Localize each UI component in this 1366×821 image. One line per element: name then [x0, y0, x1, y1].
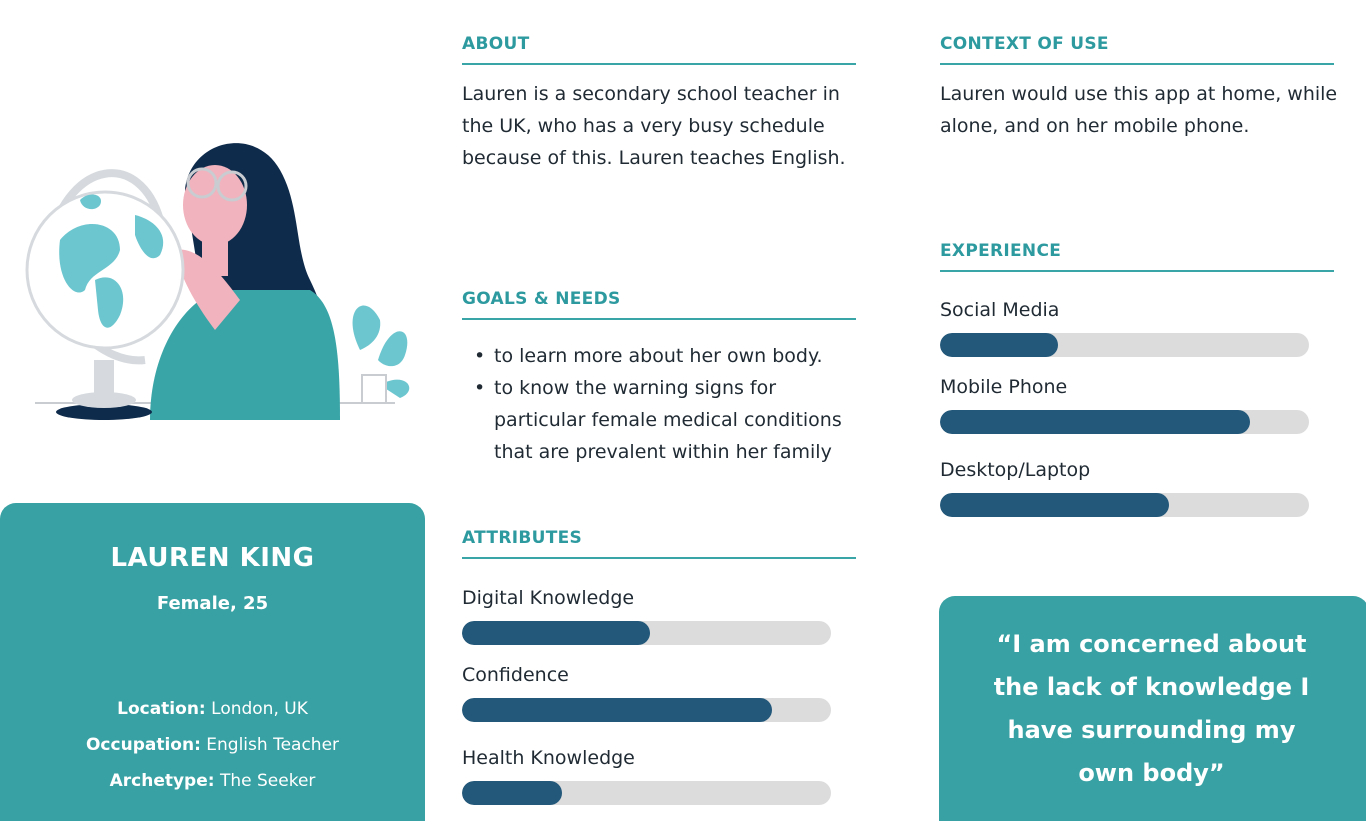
profile-card	[0, 503, 425, 821]
attribute-meter-health-knowledge	[462, 781, 831, 805]
meter-fill	[462, 698, 772, 722]
location-label: Location:	[117, 699, 206, 719]
attributes-title: ATTRIBUTES	[462, 528, 856, 559]
occupation-value: English Teacher	[206, 735, 340, 755]
woman-with-globe-illustration	[10, 120, 420, 430]
experience-label-social-media: Social Media	[940, 299, 1060, 321]
archetype-label: Archetype:	[109, 771, 215, 791]
experience-title: EXPERIENCE	[940, 241, 1334, 272]
goals-title: GOALS & NEEDS	[462, 289, 856, 320]
about-text: Lauren is a secondary school teacher in the UK, who has a very busy schedule because of this. Lauren teaches English.	[462, 83, 846, 169]
profile-subtitle: Female, 25	[156, 593, 269, 614]
archetype-value: The Seeker	[219, 771, 316, 791]
attribute-label-digital-knowledge: Digital Knowledge	[462, 587, 635, 609]
quote-card	[939, 596, 1366, 821]
location-row	[0, 691, 425, 727]
experience-meter-mobile-phone	[940, 410, 1309, 434]
experience-meter-social-media	[940, 333, 1309, 357]
location-value: London, UK	[211, 699, 308, 719]
goals-list	[462, 340, 862, 468]
context-title: CONTEXT OF USE	[940, 34, 1334, 65]
experience-label-mobile-phone: Mobile Phone	[940, 376, 1068, 398]
context-text: Lauren would use this app at home, while alone, and on her mobile phone.	[940, 83, 1338, 137]
meter-fill	[940, 493, 1169, 517]
experience-meter-desktop-laptop	[940, 493, 1309, 517]
meter-fill	[940, 333, 1058, 357]
profile-details	[0, 691, 425, 799]
goal-item: • to learn more about her own body.	[462, 340, 862, 372]
quote-text: “I am concerned about the lack of knowledge I have surrounding my own body”	[993, 630, 1310, 787]
occupation-row	[0, 727, 425, 763]
attribute-meter-digital-knowledge	[462, 621, 831, 645]
attribute-label-confidence: Confidence	[462, 664, 569, 686]
profile-name: LAUREN KING	[110, 543, 315, 573]
experience-label-desktop-laptop: Desktop/Laptop	[940, 459, 1091, 481]
goal-item: • to know the warning signs for particular female medical conditions that are prevalent within her family	[462, 372, 862, 468]
attribute-meter-confidence	[462, 698, 831, 722]
meter-fill	[940, 410, 1250, 434]
archetype-row	[0, 763, 425, 799]
occupation-label: Occupation:	[85, 735, 201, 755]
meter-fill	[462, 621, 650, 645]
about-title: ABOUT	[462, 34, 856, 65]
attribute-label-health-knowledge: Health Knowledge	[462, 747, 635, 769]
meter-fill	[462, 781, 562, 805]
